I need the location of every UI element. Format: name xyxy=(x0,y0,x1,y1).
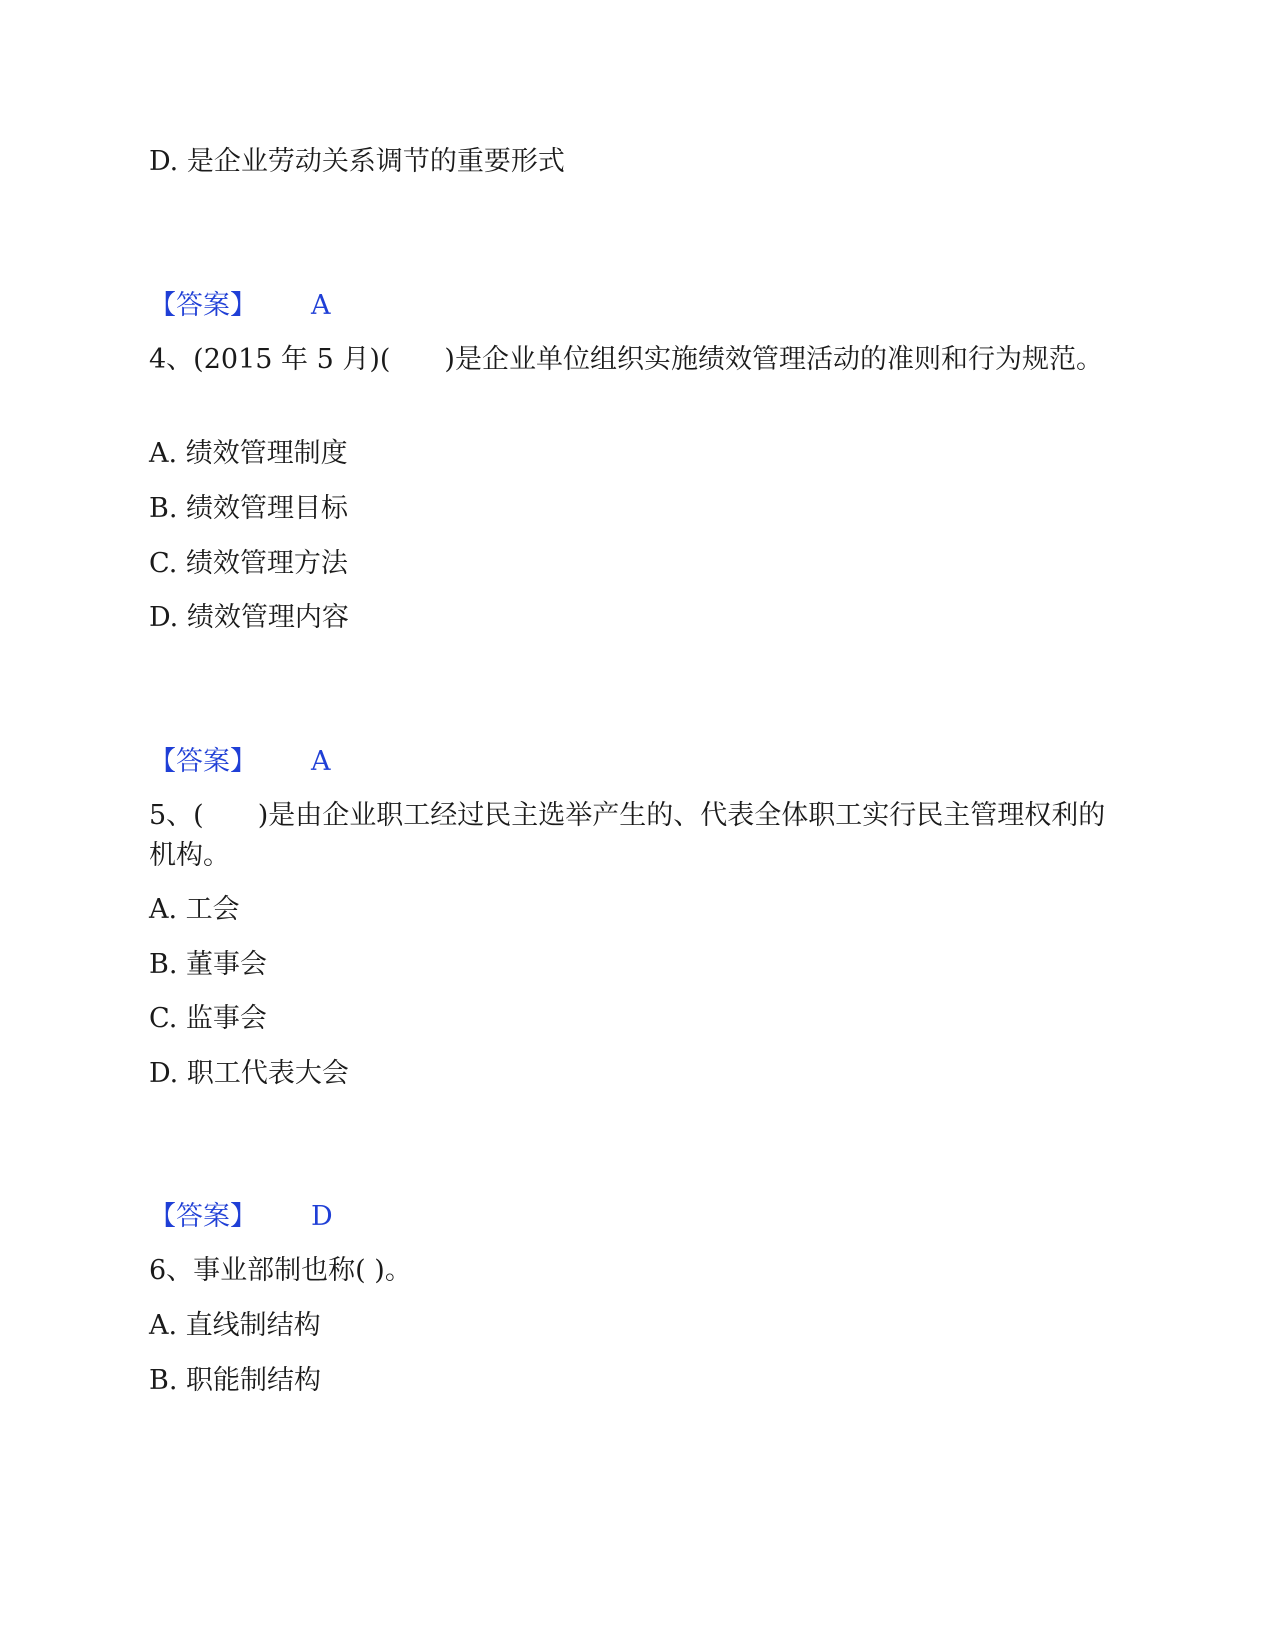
q4-option-c: C. 绩效管理方法 xyxy=(149,548,348,579)
q4-answer xyxy=(149,742,331,782)
q3-option-d: D. 是企业劳动关系调节的重要形式 xyxy=(149,146,565,177)
q6-option-a: A. 直线制结构 xyxy=(149,1310,321,1341)
q5-option-c: C. 监事会 xyxy=(149,1003,267,1034)
q4-answer-value: A xyxy=(311,746,331,777)
q4-option-a: A. 绩效管理制度 xyxy=(149,438,348,469)
q5-option-a: A. 工会 xyxy=(149,894,240,925)
q5-answer-label: 【答案】 xyxy=(149,1201,257,1232)
q3-answer xyxy=(149,286,331,326)
q5-question: 5、( )是由企业职工经过民主选举产生的、代表全体职工实行民主管理权利的机构。 xyxy=(149,800,1106,871)
q4-answer-label: 【答案】 xyxy=(149,746,257,777)
q5-answer-value: D xyxy=(311,1201,333,1232)
q6-question: 6、事业部制也称( )。 xyxy=(149,1255,412,1286)
q4-option-d: D. 绩效管理内容 xyxy=(149,602,349,633)
q3-answer-value: A xyxy=(311,290,331,321)
q4-question: 4、(2015 年 5 月)( )是企业单位组织实施绩效管理活动的准则和行为规范。 xyxy=(149,344,1103,375)
q6-option-b: B. 职能制结构 xyxy=(149,1365,322,1396)
q5-answer xyxy=(149,1197,333,1237)
q4-option-b: B. 绩效管理目标 xyxy=(149,493,349,524)
q5-option-b: B. 董事会 xyxy=(149,949,268,980)
q5-option-d: D. 职工代表大会 xyxy=(149,1058,349,1089)
q3-answer-label: 【答案】 xyxy=(149,290,257,321)
